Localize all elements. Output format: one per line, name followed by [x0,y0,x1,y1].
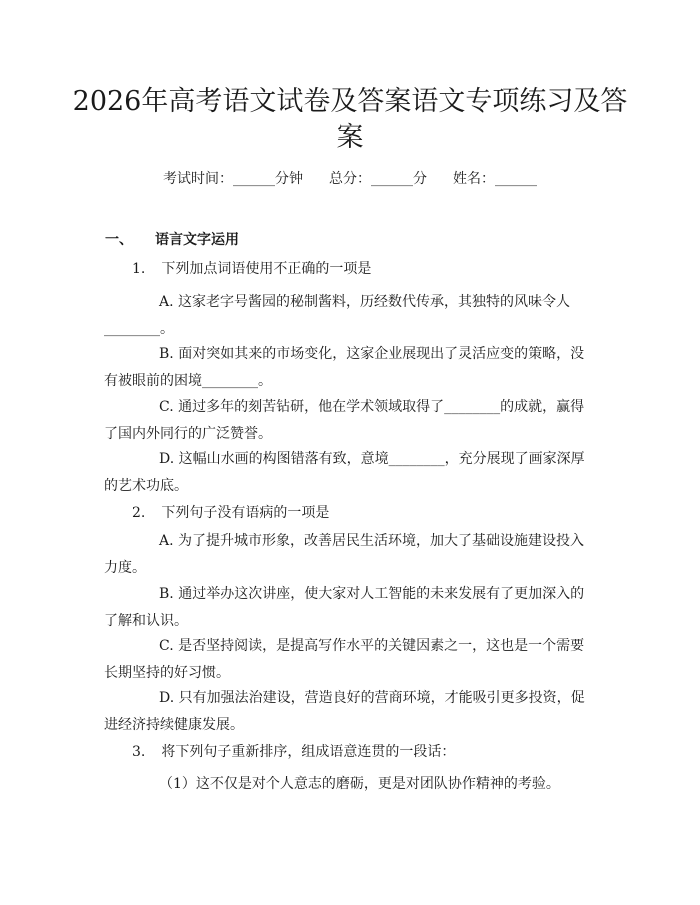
question-text: 将下列句子重新排序，组成语意连贯的一段话： [161,744,456,760]
question-1-option-b: B. 面对突如其来的市场变化，这家企业展现出了灵活应变的策略，没有被眼前的困境________。 [104,346,585,389]
question-1-option-d: D. 这幅山水画的构图错落有致，意境________，充分展现了画家深厚的艺术功底。 [104,451,585,494]
name-field: 姓名：______ [453,171,537,187]
question-1-option-c: C. 通过多年的刻苦钻研，他在学术领域取得了________的成就，赢得了国内外同行的广泛赞誉。 [104,399,585,442]
question-2-stem [132,503,329,523]
section-number: 一、 [105,232,133,248]
question-number: 1. [132,261,146,277]
question-2-option-c: C. 是否坚持阅读，是提高写作水平的关键因素之一，这也是一个需要长期坚持的好习惯。 [104,638,585,681]
question-text: 下列加点词语使用不正确的一项是 [161,261,372,277]
exam-time-field: 考试时间：______分钟 [163,171,303,187]
section-heading [105,230,239,250]
question-2-option-b: B. 通过举办这次讲座，使大家对人工智能的未来发展有了更加深入的了解和认识。 [104,586,585,629]
question-1-stem [132,259,371,279]
exam-meta [0,169,700,189]
question-number: 3. [132,744,146,760]
section-title: 语言文字运用 [155,232,239,248]
question-2-option-d: D. 只有加强法治建设，营造良好的营商环境，才能吸引更多投资，促进经济持续健康发展。 [104,690,585,733]
total-score-field: 总分：______分 [329,171,427,187]
question-3-sentence-1: （1）这不仅是对个人意志的磨砺，更是对团队协作精神的考验。 [159,776,560,792]
document-title: 2026年高考语文试卷及答案语文专项练习及答案 [72,86,628,153]
question-text: 下列句子没有语病的一项是 [161,505,330,521]
question-2-option-a: A. 为了提升城市形象，改善居民生活环境，加大了基础设施建设投入力度。 [104,533,585,576]
question-number: 2. [132,505,146,521]
question-3-stem [132,742,455,762]
question-1-option-a: A. 这家老字号酱园的秘制酱料，历经数代传承，其独特的风味令人________。 [104,294,571,337]
